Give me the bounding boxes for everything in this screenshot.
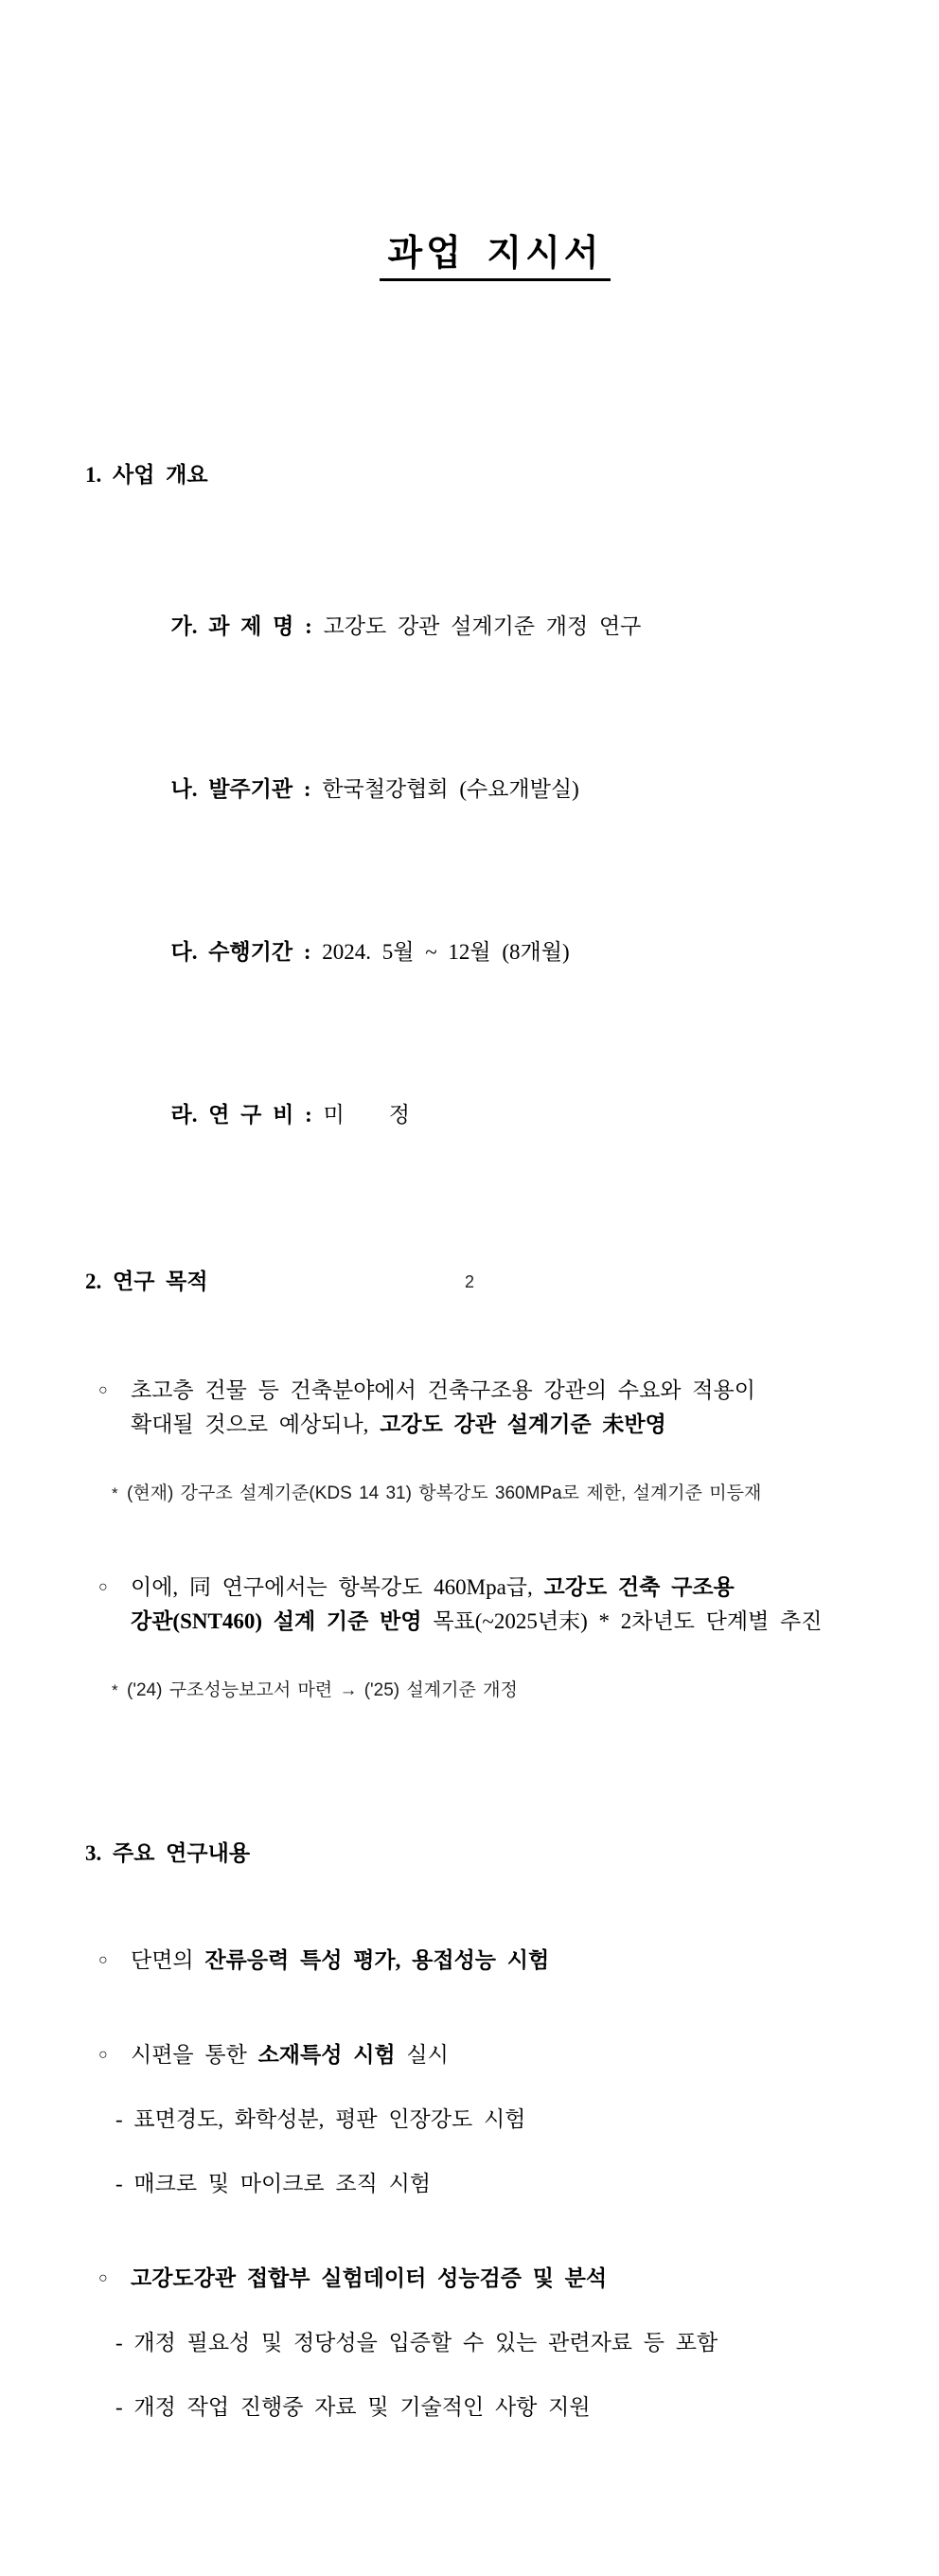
item-label: 다. 수행기간 — [170, 939, 293, 964]
section2-heading: 2. 연구 목적 — [85, 1269, 208, 1293]
circle-bullet-icon: ○ — [98, 1381, 108, 1398]
bullet-text — [131, 1945, 882, 1976]
bullet-text — [131, 1571, 882, 1639]
note-text: ('24) 구조성능보고서 마련 → ('25) 설계기준 개정 — [127, 1679, 518, 1700]
bullet-line2-regular: 목표(~2025년末) * 2차년도 단계별 추진 — [421, 1608, 823, 1633]
bullet-line2-bold: 고강도 강관 설계기준 未반영 — [380, 1412, 666, 1436]
bullet-bold: 소재특성 시험 — [257, 2042, 396, 2067]
section1-heading: 1. 사업 개요 — [85, 462, 208, 487]
item-value: 한국철강협회 (수요개발실) — [322, 776, 579, 801]
circle-bullet-icon: ○ — [98, 2046, 108, 2063]
section3 — [85, 1771, 882, 2457]
asterisk-icon: * — [112, 1680, 118, 1699]
bullet-bold: 고강도강관 접합부 실험데이터 성능검증 및 분석 — [131, 2265, 608, 2290]
purpose-bullet-2 — [98, 1571, 882, 1639]
purpose-note-2 — [112, 1679, 882, 1703]
page-number: 2 — [464, 1272, 474, 1291]
bullet-line1-regular: 이에, 同 연구에서는 항복강도 460Mpa급, — [131, 1574, 544, 1599]
sub-item: - 개정 작업 진행중 자료 및 기술적인 사항 지원 — [115, 2394, 591, 2419]
content-bullet-1 — [98, 1945, 882, 1976]
note-text: (현재) 강구조 설계기준(KDS 14 31) 항복강도 360MPa로 제한, 설계기준 미등재 — [127, 1483, 762, 1503]
overview-item-period — [104, 910, 882, 995]
page-title: 과업 지시서 — [380, 235, 610, 281]
item-value: 미 정 — [323, 1102, 410, 1127]
overview-item-project-name — [104, 584, 882, 669]
bullet-post: 실시 — [395, 2042, 449, 2067]
item-value: 고강도 강관 설계기준 개정 연구 — [323, 613, 642, 638]
purpose-note-1 — [112, 1482, 882, 1506]
sub-item: - 매크로 및 마이크로 조직 시험 — [115, 2171, 432, 2195]
bullet-line1: 초고층 건물 등 건축분야에서 건축구조용 강관의 수요와 적용이 — [131, 1377, 755, 1402]
sub-item: - 표면경도, 화학성분, 평판 인장강도 시험 — [115, 2106, 526, 2131]
sub-item: - 개정 필요성 및 정당성을 입증할 수 있는 관련자료 등 포함 — [115, 2330, 718, 2354]
bullet-line2-regular: 확대될 것으로 예상되나, — [131, 1412, 381, 1436]
section3-heading: 3. 주요 연구내용 — [85, 1840, 251, 1865]
title-block — [85, 102, 882, 298]
circle-bullet-icon: ○ — [98, 1951, 108, 1968]
bullet-line1-bold: 고강도 건축 구조용 — [543, 1574, 735, 1599]
item-separator: : — [292, 939, 323, 964]
circle-bullet-icon: ○ — [98, 1578, 108, 1595]
overview-item-budget — [104, 1073, 882, 1158]
item-separator: : — [293, 1102, 324, 1127]
bullet-bold: 잔류응력 특성 평가, 용접성능 시험 — [204, 1947, 550, 1972]
circle-bullet-icon: ○ — [98, 2269, 108, 2286]
overview-item-ordering-agency — [104, 747, 882, 832]
item-separator: : — [293, 613, 324, 638]
item-separator: : — [292, 776, 323, 801]
bullet-regular: 단면의 — [131, 1947, 205, 1972]
content-bullet-3 — [98, 2264, 882, 2294]
document-content — [0, 34, 939, 2508]
purpose-bullet-1 — [98, 1374, 882, 1442]
item-label: 나. 발주기관 — [170, 776, 293, 801]
bullet-text — [131, 1374, 882, 1442]
item-value: 2024. 5월 ~ 12월 (8개월) — [322, 939, 570, 964]
item-label: 라. 연 구 비 — [170, 1102, 294, 1127]
asterisk-icon: * — [112, 1483, 118, 1502]
bullet-text — [131, 2040, 882, 2070]
bullet-pre: 시편을 통한 — [131, 2042, 258, 2067]
content-bullet-2 — [98, 2040, 882, 2070]
bullet-line2-bold: 강관(SNT460) 설계 기준 반영 — [131, 1608, 422, 1633]
item-label: 가. 과 제 명 — [170, 613, 294, 638]
